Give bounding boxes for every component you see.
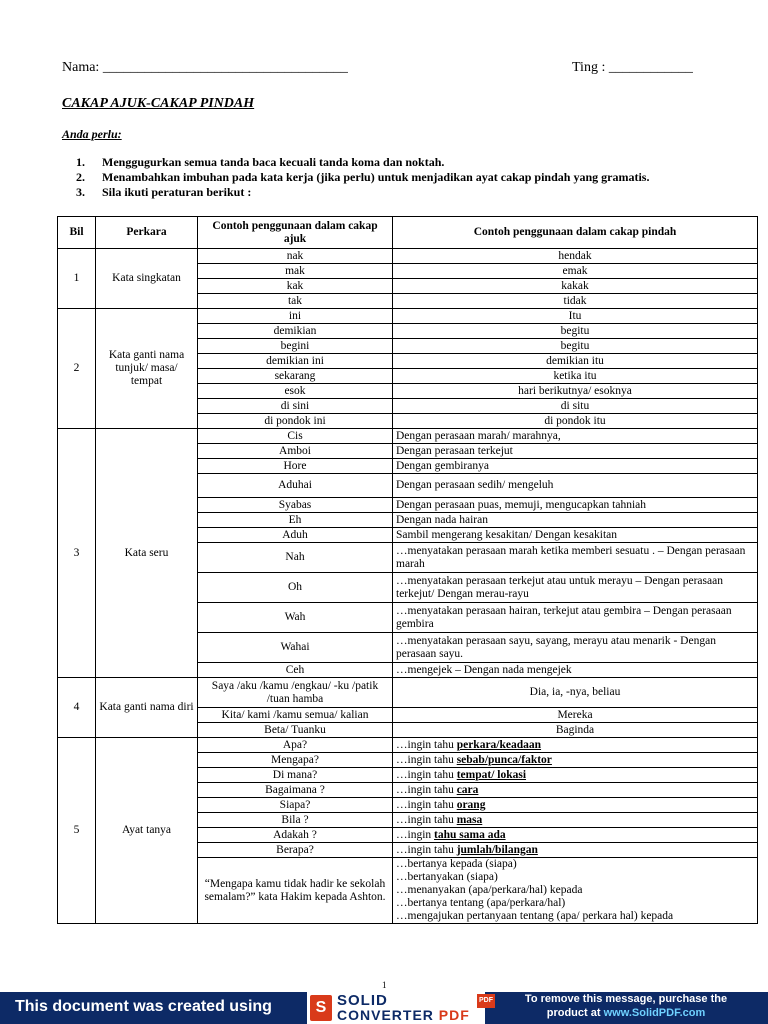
cell-cakap-pindah: Baginda	[393, 723, 758, 738]
pindah-prefix: …ingin tahu	[396, 813, 457, 826]
converter-banner	[0, 992, 768, 1024]
cell-cakap-pindah	[393, 768, 758, 783]
header-perkara: Perkara	[96, 217, 198, 249]
cell-cakap-pindah: hendak	[393, 249, 758, 264]
cell-cakap-pindah: Dengan nada hairan	[393, 513, 758, 528]
cell-bil: 5	[58, 738, 96, 924]
cell-perkara: Kata singkatan	[96, 249, 198, 309]
cell-cakap-pindah	[393, 828, 758, 843]
cell-cakap-pindah: di situ	[393, 399, 758, 414]
rule-item	[76, 170, 649, 185]
rules-list	[76, 155, 649, 200]
example-line: …bertanya tentang (apa/perkara/hal)	[396, 897, 566, 909]
cell-bil: 3	[58, 429, 96, 678]
cell-cakap-ajuk: sekarang	[198, 369, 393, 384]
cell-cakap-ajuk: demikian ini	[198, 354, 393, 369]
cell-cakap-ajuk: di pondok ini	[198, 414, 393, 429]
cell-perkara: Kata ganti nama tunjuk/ masa/ tempat	[96, 309, 198, 429]
example-line: …bertanyakan (siapa)	[396, 871, 498, 883]
pindah-prefix: …ingin tahu	[396, 738, 457, 751]
cell-cakap-ajuk: Oh	[198, 573, 393, 603]
cell-cakap-ajuk: Eh	[198, 513, 393, 528]
cell-perkara: Ayat tanya	[96, 738, 198, 924]
banner-right-line1: To remove this message, purchase the	[524, 993, 728, 1005]
cell-cakap-pindah: tidak	[393, 294, 758, 309]
cell-cakap-pindah: Dengan perasaan marah/ marahnya,	[393, 429, 758, 444]
cell-cakap-pindah	[393, 753, 758, 768]
example-line: …menanyakan (apa/perkara/hal) kepada	[396, 884, 583, 896]
cell-cakap-ajuk: Berapa?	[198, 843, 393, 858]
cell-bil: 4	[58, 678, 96, 738]
cell-example-pindah	[393, 858, 758, 924]
cell-cakap-pindah	[393, 783, 758, 798]
cell-cakap-pindah: begitu	[393, 339, 758, 354]
banner-left-text: This document was created using	[15, 998, 272, 1015]
rule-text: Sila ikuti peraturan berikut :	[102, 185, 252, 199]
solid-converter-logo	[307, 992, 493, 1024]
pindah-keyword: sebab/punca/faktor	[456, 753, 552, 766]
cell-cakap-pindah: Dengan perasaan terkejut	[393, 444, 758, 459]
cell-cakap-pindah: ketika itu	[393, 369, 758, 384]
banner-url-link[interactable]: www.SolidPDF.com	[603, 1007, 706, 1019]
table-header-row	[58, 217, 758, 249]
cell-cakap-pindah: begitu	[393, 324, 758, 339]
cell-cakap-ajuk: Di mana?	[198, 768, 393, 783]
header-cakap-pindah: Contoh penggunaan dalam cakap pindah	[393, 217, 758, 249]
pdf-badge-icon: PDF	[477, 994, 495, 1008]
cell-cakap-ajuk: Amboi	[198, 444, 393, 459]
cell-cakap-ajuk: Saya /aku /kamu /engkau/ -ku /patik /tuan hamba	[198, 678, 393, 708]
cell-cakap-ajuk: Aduhai	[198, 474, 393, 498]
cell-cakap-ajuk: Wah	[198, 603, 393, 633]
table-row	[58, 309, 758, 324]
cell-cakap-ajuk: Beta/ Tuanku	[198, 723, 393, 738]
cell-cakap-ajuk: Adakah ?	[198, 828, 393, 843]
cell-cakap-pindah: di pondok itu	[393, 414, 758, 429]
table-row	[58, 429, 758, 444]
pindah-prefix: …ingin	[396, 828, 435, 841]
cell-cakap-ajuk: Wahai	[198, 633, 393, 663]
pindah-prefix: …ingin tahu	[396, 753, 457, 766]
cell-cakap-pindah: emak	[393, 264, 758, 279]
cell-cakap-pindah: …menyatakan perasaan marah ketika memberi sesuatu . – Dengan perasaan marah	[393, 543, 758, 573]
cell-cakap-ajuk: Mengapa?	[198, 753, 393, 768]
pindah-keyword: orang	[456, 798, 486, 811]
banner-right-line2	[506, 1006, 746, 1020]
pindah-keyword: cara	[456, 783, 479, 796]
cell-cakap-pindah: kakak	[393, 279, 758, 294]
rule-number: 1.	[76, 155, 85, 169]
cell-cakap-ajuk: Bagaimana ?	[198, 783, 393, 798]
cell-bil: 2	[58, 309, 96, 429]
cell-cakap-ajuk: esok	[198, 384, 393, 399]
rule-number: 3.	[76, 185, 85, 199]
cell-example-ajuk: “Mengapa kamu tidak hadir ke sekolah semalam?” kata Hakim kepada Ashton.	[198, 858, 393, 924]
cell-cakap-ajuk: Bila ?	[198, 813, 393, 828]
cell-cakap-pindah: Mereka	[393, 708, 758, 723]
cell-cakap-ajuk: kak	[198, 279, 393, 294]
rule-text: Menggugurkan semua tanda baca kecuali tanda koma dan noktah.	[102, 155, 445, 169]
cell-cakap-ajuk: tak	[198, 294, 393, 309]
cell-cakap-pindah: Dia, ia, -nya, beliau	[393, 678, 758, 708]
rules-table	[57, 216, 758, 924]
pindah-keyword: tahu sama ada	[434, 828, 506, 841]
pindah-keyword: masa	[456, 813, 483, 826]
cell-cakap-pindah: Itu	[393, 309, 758, 324]
pindah-keyword: perkara/keadaan	[456, 738, 542, 751]
nama-field: Nama: ___________________________________	[62, 60, 348, 75]
pindah-prefix: …ingin tahu	[396, 783, 457, 796]
ting-field: Ting : ____________	[572, 60, 693, 75]
header-cakap-ajuk: Contoh penggunaan dalam cakap ajuk	[198, 217, 393, 249]
cell-cakap-ajuk: Ceh	[198, 663, 393, 678]
cell-cakap-pindah: …menyatakan perasaan sayu, sayang, merayu atau menarik - Dengan perasaan sayu.	[393, 633, 758, 663]
cell-bil: 1	[58, 249, 96, 309]
page-title: CAKAP AJUK-CAKAP PINDAH	[62, 96, 255, 111]
page-number: 1	[382, 980, 387, 990]
cell-cakap-pindah: hari berikutnya/ esoknya	[393, 384, 758, 399]
banner-right-text	[506, 992, 746, 1020]
pindah-keyword: tempat/ lokasi	[456, 768, 527, 781]
cell-cakap-pindah: Dengan perasaan sedih/ mengeluh	[393, 474, 758, 498]
cell-cakap-ajuk: nak	[198, 249, 393, 264]
example-line: …bertanya kepada (siapa)	[396, 858, 517, 870]
cell-cakap-pindah: …menyatakan perasaan hairan, terkejut atau gembira – Dengan perasaan gembira	[393, 603, 758, 633]
cell-cakap-ajuk: Syabas	[198, 498, 393, 513]
rule-number: 2.	[76, 170, 85, 184]
pindah-prefix: …ingin tahu	[396, 798, 457, 811]
cell-cakap-ajuk: Apa?	[198, 738, 393, 753]
cell-cakap-pindah	[393, 798, 758, 813]
cell-cakap-pindah: Dengan perasaan puas, memuji, mengucapkan tahniah	[393, 498, 758, 513]
cell-cakap-ajuk: Aduh	[198, 528, 393, 543]
table-row	[58, 738, 758, 753]
cell-cakap-pindah: …menyatakan perasaan terkejut atau untuk merayu – Dengan perasaan terkejut/ Dengan merau-rayu	[393, 573, 758, 603]
logo-line1: SOLID	[337, 992, 388, 1009]
cell-cakap-ajuk: Nah	[198, 543, 393, 573]
cell-cakap-pindah: Sambil mengerang kesakitan/ Dengan kesakitan	[393, 528, 758, 543]
header-bil: Bil	[58, 217, 96, 249]
logo-mark-icon: S	[310, 995, 332, 1021]
logo-pdf-text: PDF	[438, 1007, 470, 1023]
cell-cakap-ajuk: Hore	[198, 459, 393, 474]
cell-perkara: Kata ganti nama diri	[96, 678, 198, 738]
table-row	[58, 249, 758, 264]
table-row	[58, 678, 758, 708]
pindah-prefix: …ingin tahu	[396, 768, 457, 781]
cell-cakap-pindah: demikian itu	[393, 354, 758, 369]
cell-cakap-pindah	[393, 843, 758, 858]
rule-item	[76, 155, 649, 170]
cell-cakap-ajuk: begini	[198, 339, 393, 354]
anda-perlu-heading: Anda perlu:	[62, 127, 122, 141]
logo-line2	[337, 1007, 470, 1023]
banner-right-pre: product at	[546, 1007, 604, 1019]
cell-cakap-pindah	[393, 738, 758, 753]
cell-cakap-ajuk: mak	[198, 264, 393, 279]
cell-cakap-ajuk: di sini	[198, 399, 393, 414]
rule-item	[76, 185, 649, 200]
pindah-prefix: …ingin tahu	[396, 843, 457, 856]
cell-cakap-pindah	[393, 813, 758, 828]
cell-cakap-ajuk: Siapa?	[198, 798, 393, 813]
cell-cakap-ajuk: Cis	[198, 429, 393, 444]
cell-perkara: Kata seru	[96, 429, 198, 678]
cell-cakap-pindah: …mengejek – Dengan nada mengejek	[393, 663, 758, 678]
cell-cakap-ajuk: ini	[198, 309, 393, 324]
cell-cakap-pindah: Dengan gembiranya	[393, 459, 758, 474]
example-line: …mengajukan pertanyaan tentang (apa/ perkara hal) kepada	[396, 910, 674, 922]
cell-cakap-ajuk: demikian	[198, 324, 393, 339]
pindah-keyword: jumlah/bilangan	[456, 843, 538, 856]
cell-cakap-ajuk: Kita/ kami /kamu semua/ kalian	[198, 708, 393, 723]
logo-converter-text: CONVERTER	[337, 1007, 434, 1023]
rule-text: Menambahkan imbuhan pada kata kerja (jika perlu) untuk menjadikan ayat cakap pindah yang gramatis.	[102, 170, 650, 184]
